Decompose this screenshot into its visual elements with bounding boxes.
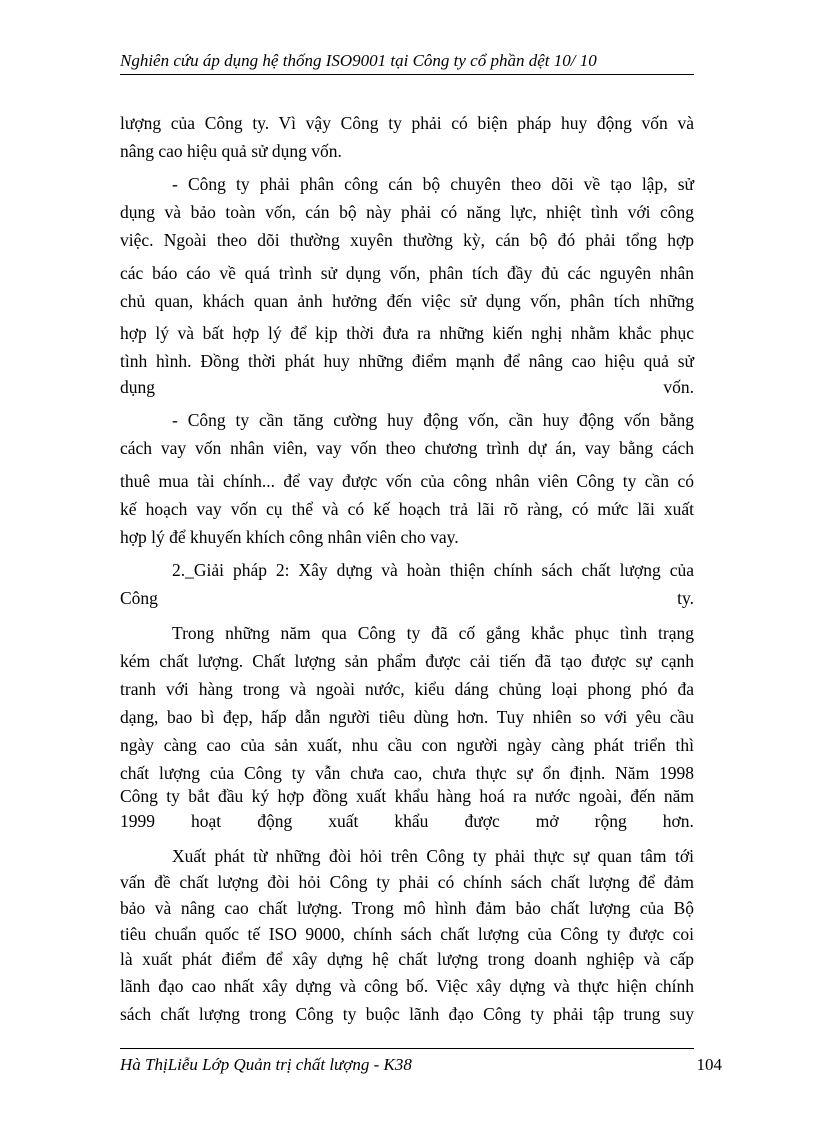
text-line: chất lượng của Công ty vẫn chưa cao, chưa thực sự ổn định. Năm 1998	[120, 763, 694, 783]
word: xuất	[328, 811, 359, 831]
word: Công	[120, 588, 158, 608]
text-line: Công ty bắt đầu ký hợp đồng xuất khẩu hàng hoá ra nước ngoài, đến năm	[120, 786, 694, 806]
text-line: việc. Ngoài theo dõi thường xuyên thường kỳ, cán bộ đó phải tổng hợp	[120, 230, 694, 250]
text-line: nâng cao hiệu quả sử dụng vốn.	[120, 141, 342, 161]
text-line: Trong những năm qua Công ty đã cố gắng khắc phục tình trạng	[172, 623, 694, 643]
text-line: - Công ty cần tăng cường huy động vốn, cần huy động vốn bằng	[172, 410, 694, 430]
text-line: dạng, bao bì đẹp, hấp dẫn người tiêu dùng hơn. Tuy nhiên so với yêu cầu	[120, 707, 694, 727]
word: mở	[535, 811, 559, 831]
text-line: kém chất lượng. Chất lượng sản phẩm được cải tiến đã tạo được sự cạnh	[120, 651, 694, 671]
footer-author: Hà ThịLiễu Lớp Quản trị chất lượng - K38	[120, 1055, 412, 1074]
text-line: thuê mua tài chính... để vay được vốn của công nhân viên Công ty cần có	[120, 471, 694, 491]
text-line: dụng và bảo toàn vốn, cán bộ này phải có năng lực, nhiệt tình với công	[120, 202, 694, 222]
word: dụng	[120, 377, 155, 397]
text-line: bảo và nâng cao chất lượng. Trong mô hình đảm bảo chất lượng của Bộ	[120, 898, 694, 918]
text-line: sách chất lượng trong Công ty buộc lãnh đạo Công ty phải tập trung suy	[120, 1004, 694, 1024]
word: hơn.	[662, 811, 694, 831]
text-line: kế hoạch vay vốn cụ thể và có kế hoạch trả lãi rõ ràng, có mức lãi xuất	[120, 499, 694, 519]
word: hoạt	[191, 811, 222, 831]
word: động	[257, 811, 293, 831]
running-header: Nghiên cứu áp dụng hệ thống ISO9001 tại Công ty cổ phần dệt 10/ 10	[120, 50, 694, 75]
text-line: hợp lý và bất hợp lý để kịp thời đưa ra những kiến nghị nhằm khắc phục	[120, 323, 694, 343]
text-line: các báo cáo về quá trình sử dụng vốn, phân tích đầy đủ các nguyên nhân	[120, 263, 694, 283]
text-line: - Công ty phải phân công cán bộ chuyên theo dõi về tạo lập, sử	[172, 174, 694, 194]
section-heading: 2._Giải pháp 2: Xây dựng và hoàn thiện chính sách chất lượng của	[172, 560, 694, 580]
word: ty.	[677, 588, 694, 608]
text-line	[120, 810, 694, 832]
text-line: tiêu chuẩn quốc tế ISO 9000, chính sách chất lượng của Công ty được coi	[120, 924, 694, 944]
text-line: hợp lý để khuyến khích công nhân viên cho vay.	[120, 527, 459, 547]
text-line: chủ quan, khách quan ảnh hưởng đến việc sử dụng vốn, phân tích những	[120, 291, 694, 311]
word: rộng	[594, 811, 627, 831]
text-line: cách vay vốn nhân viên, vay vốn theo chương trình dự án, vay bằng cách	[120, 438, 694, 458]
text-line: Xuất phát từ những đòi hỏi trên Công ty phải thực sự quan tâm tới	[172, 846, 694, 866]
text-line: lượng của Công ty. Vì vậy Công ty phải có biện pháp huy động vốn và	[120, 113, 694, 133]
page-number: 104	[696, 1055, 722, 1074]
word: được	[464, 811, 500, 831]
word: 1999	[120, 811, 155, 831]
text-line	[120, 376, 694, 398]
word: khẩu	[394, 811, 429, 831]
word: vốn.	[663, 377, 694, 397]
text-line	[120, 587, 694, 609]
text-line: tình hình. Đồng thời phát huy những điểm mạnh để nâng cao hiệu quả sử	[120, 351, 694, 371]
text-line: ngày càng cao của sản xuất, nhu cầu con người ngày càng phát triển thì	[120, 735, 694, 755]
footer-divider	[120, 1048, 694, 1049]
text-line: vấn đề chất lượng đòi hỏi Công ty phải có chính sách chất lượng để đảm	[120, 872, 694, 892]
text-line: là xuất phát điểm để xây dựng hệ chất lượng trong doanh nghiệp và cấp	[120, 949, 694, 969]
text-line: tranh với hàng trong và ngoài nước, kiểu dáng chủng loại phong phó đa	[120, 679, 694, 699]
text-line: lãnh đạo cao nhất xây dựng và công bố. Việc xây dựng và thực hiện chính	[120, 976, 694, 996]
